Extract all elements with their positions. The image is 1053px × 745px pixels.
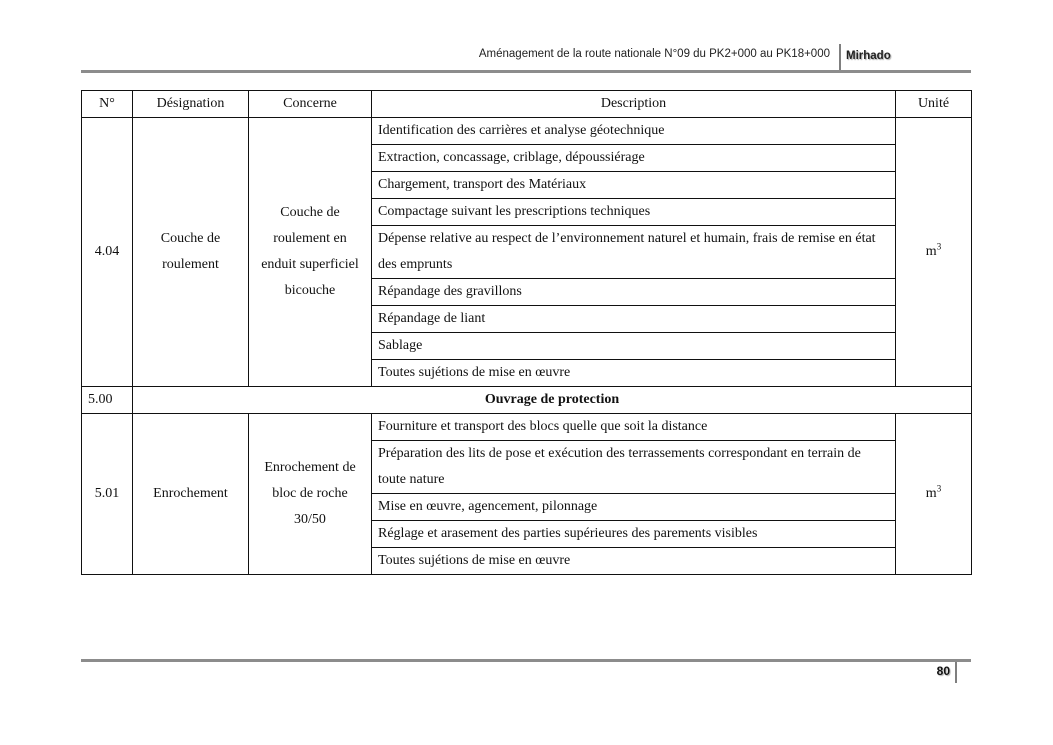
- column-header-unit: Unité: [896, 91, 972, 118]
- description-line: Mise en œuvre, agencement, pilonnage: [372, 494, 896, 521]
- column-header-concerne: Concerne: [249, 91, 372, 118]
- description-line: Identification des carrières et analyse géotechnique: [372, 118, 896, 145]
- column-header-description: Description: [372, 91, 896, 118]
- item-unit: [896, 118, 972, 387]
- section-row: [82, 387, 972, 414]
- specification-table: [81, 90, 972, 575]
- header-separator: [839, 44, 841, 70]
- header-brand: Mirhado: [846, 50, 891, 62]
- section-number: 5.00: [82, 387, 133, 414]
- column-header-number: N°: [82, 91, 133, 118]
- table-header-row: [82, 91, 972, 118]
- unit-exponent: 3: [936, 483, 942, 494]
- item-number: 4.04: [82, 118, 133, 387]
- unit-base: m: [925, 486, 937, 501]
- item-number: 5.01: [82, 414, 133, 575]
- description-line: Répandage des gravillons: [372, 279, 896, 306]
- description-line: Toutes sujétions de mise en œuvre: [372, 360, 896, 387]
- description-line: Compactage suivant les prescriptions techniques: [372, 199, 896, 226]
- item-designation: Enrochement: [133, 414, 249, 575]
- description-line: Sablage: [372, 333, 896, 360]
- document-header-title: Aménagement de la route nationale N°09 du PK2+000 au PK18+000: [478, 48, 830, 60]
- footer-separator: [955, 662, 957, 683]
- description-line: Extraction, concassage, criblage, dépoussiérage: [372, 145, 896, 172]
- description-line: Réglage et arasement des parties supérieures des parements visibles: [372, 521, 896, 548]
- description-line: Chargement, transport des Matériaux: [372, 172, 896, 199]
- table-row: [82, 414, 972, 441]
- unit-base: m: [925, 244, 937, 259]
- description-line: Répandage de liant: [372, 306, 896, 333]
- item-concerne: Enrochement de bloc de roche 30/50: [249, 414, 372, 575]
- item-unit: [896, 414, 972, 575]
- item-concerne: Couche de roulement en enduit superficiel bicouche: [249, 118, 372, 387]
- description-line: Toutes sujétions de mise en œuvre: [372, 548, 896, 575]
- section-title: Ouvrage de protection: [133, 387, 972, 414]
- page-number: 80: [936, 664, 950, 678]
- footer-rule: [81, 659, 971, 662]
- header-rule: [81, 70, 971, 73]
- column-header-designation: Désignation: [133, 91, 249, 118]
- description-line: Préparation des lits de pose et exécution des terrassements correspondant en terrain de toute nature: [372, 441, 896, 494]
- item-designation: Couche de roulement: [133, 118, 249, 387]
- description-line: Fourniture et transport des blocs quelle que soit la distance: [372, 414, 896, 441]
- description-line: Dépense relative au respect de l’environnement naturel et humain, frais de remise en état des emprunts: [372, 226, 896, 279]
- table-row: [82, 118, 972, 145]
- unit-exponent: 3: [936, 241, 942, 252]
